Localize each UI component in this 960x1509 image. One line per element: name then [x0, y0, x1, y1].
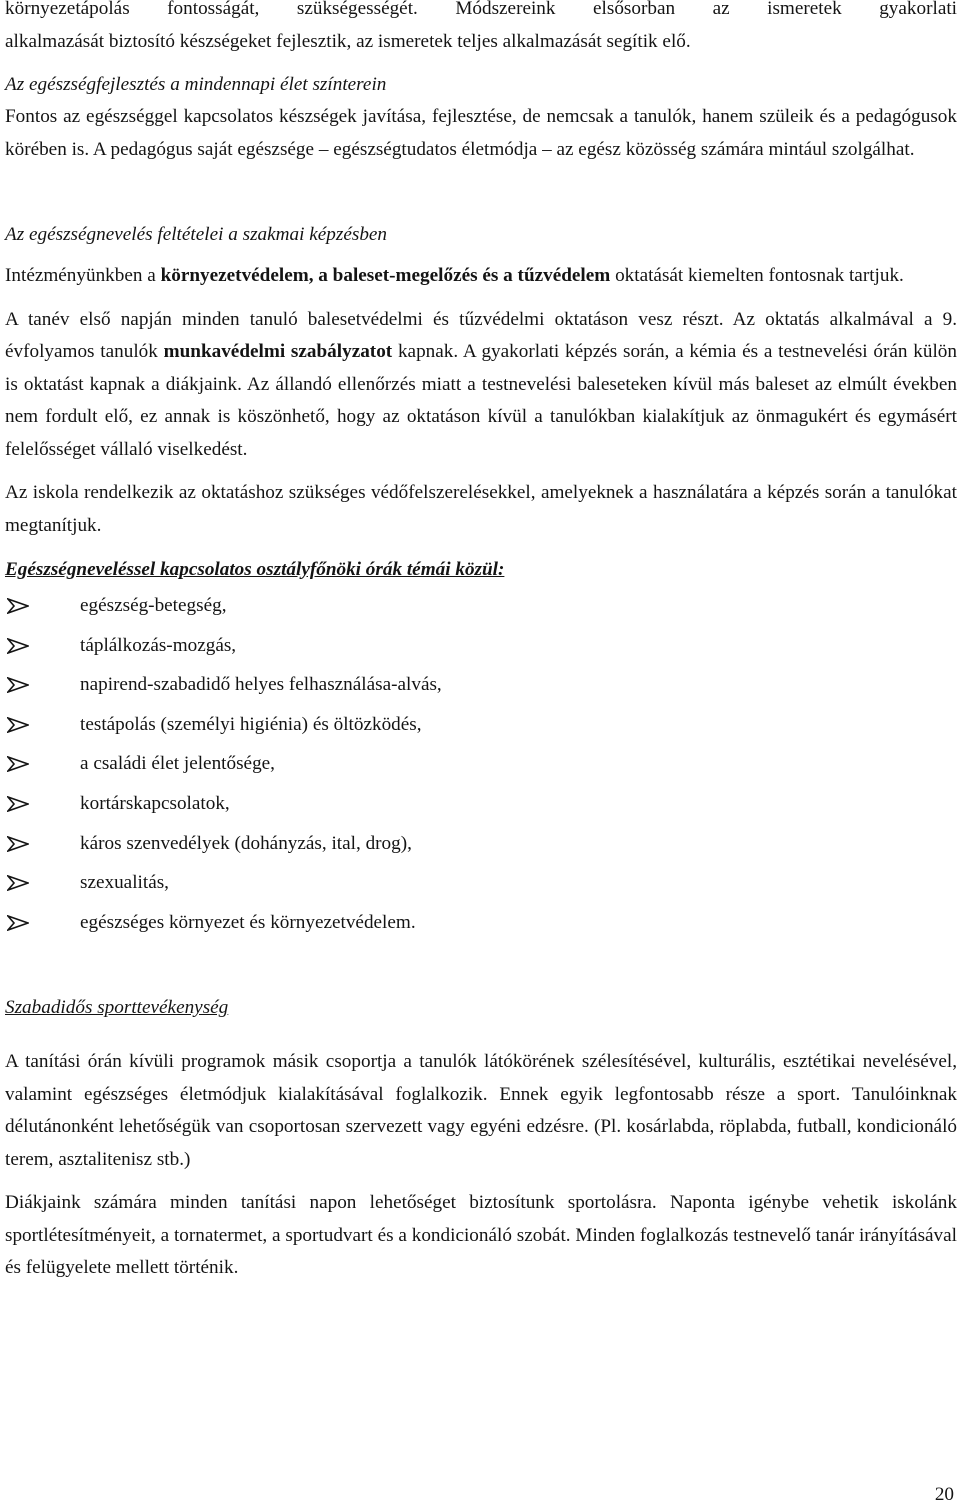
- list-item: [5, 863, 957, 903]
- health-promotion-paragraph: Fontos az egészséggel kapcsolatos készségek javítása, fejlesztése, de nemcsak a tanulók, hanem szüleik és a pedagógusok körében is. A pedagógus saját egészsége – egészségtudatos életmódja – az egész közösség számára mintául szolgálhat.: [5, 106, 957, 160]
- p2-text-after: kapnak. A gyakorlati képzés során, a kémia és a testnevelési órán külön is oktatást kapnak a diákjaink. Az állandó ellenőrzés miatt a testnevelési baleseteken kívül más baleset az elmúlt években nem fordult elő, ez annak is köszönhető, hogy az oktatáson kívül a tanulókban kialakítjuk az önmagukért és egymásért felelősséget vállaló viselkedést.: [5, 341, 957, 460]
- list-item: [5, 784, 957, 824]
- arrow-bullet-icon: [7, 717, 29, 733]
- class-topics-list: [5, 586, 957, 942]
- arrow-bullet-icon: [7, 638, 29, 654]
- intro-line-2: alkalmazását biztosító készségeket fejlesztik, az ismeretek teljes alkalmazását segítik elő.: [5, 30, 691, 52]
- p1-text-after: oktatását kiemelten fontosnak tartjuk.: [610, 265, 904, 286]
- section-heading-health-promotion: Az egészségfejlesztés a mindennapi élet színterein: [5, 74, 387, 95]
- list-item-text: szexualitás,: [80, 872, 169, 894]
- section-heading-class-topics: Egészségneveléssel kapcsolatos osztályfőnöki órák témái közül:: [5, 559, 505, 580]
- list-item: [5, 824, 957, 864]
- list-item-text: kortárskapcsolatok,: [80, 792, 230, 814]
- list-item-text: táplálkozás-mozgás,: [80, 634, 237, 656]
- sports-paragraph-2: Diákjaink számára minden tanítási napon lehetőséget biztosítunk sportolásra. Naponta igénybe vehetik iskolánk sportlétesítményeit, a tornatermet, a sportudvart és a kondicionáló szobát. Minden foglalkozás testnevelő tanár irányításával és felügyelete mellett történik.: [5, 1192, 957, 1279]
- document-page: [5, 0, 957, 1285]
- arrow-bullet-icon: [7, 677, 29, 693]
- list-item: [5, 705, 957, 745]
- vocational-paragraph-2: [5, 304, 957, 467]
- p2-text-before: A tanév első napján minden tanuló balesetvédelmi és tűzvédelmi oktatáson vesz részt. Az oktatás alkalmával a 9. évfolyamos tanulók: [5, 308, 957, 362]
- section-heading-vocational-conditions: Az egészségnevelés feltételei a szakmai képzésben: [5, 224, 388, 245]
- arrow-bullet-icon: [7, 756, 29, 772]
- page-number: 20: [934, 1484, 954, 1505]
- list-item-text: a családi élet jelentősége,: [80, 753, 275, 775]
- arrow-bullet-icon: [7, 598, 29, 614]
- arrow-bullet-icon: [7, 796, 29, 812]
- list-item: [5, 903, 957, 943]
- list-item: [5, 626, 957, 666]
- list-item-text: napirend-szabadidő helyes felhasználása-alvás,: [80, 674, 442, 696]
- intro-line-1: környezetápolás fontosságát, szükségességét. Módszereink elsősorban az ismeretek gyakorlati: [5, 0, 957, 19]
- arrow-bullet-icon: [7, 836, 29, 852]
- vocational-paragraph-1: [5, 260, 957, 293]
- p2-bold-regulation: munkavédelmi szabályzatot: [163, 341, 393, 362]
- list-item-text: káros szenvedélyek (dohányzás, ital, drog),: [80, 832, 412, 854]
- arrow-bullet-icon: [7, 915, 29, 931]
- sports-paragraph-1: A tanítási órán kívüli programok másik csoportja a tanulók látókörének szélesítésével, kulturális, esztétikai nevelésével, valamint egészséges életmódjuk kialakításával foglalkozik. Ennek egyik legfontosabb része a sport. Tanulóinknak délutánonként lehetőségük van csoportosan szervezett vagy egyéni edzésre. (Pl. kosárlabda, röplabda, futball, kondicionáló terem, asztalitenisz stb.): [5, 1051, 957, 1170]
- section-heading-sports: Szabadidős sporttevékenység: [5, 997, 229, 1019]
- list-item-text: testápolás (személyi higiénia) és öltözködés,: [80, 713, 422, 735]
- list-item: [5, 744, 957, 784]
- vocational-paragraph-3: Az iskola rendelkezik az oktatáshoz szükséges védőfelszerelésekkel, amelyeknek a használatára a képzés során a tanulókat megtanítjuk.: [5, 482, 957, 536]
- list-item: [5, 665, 957, 705]
- p1-text-before: Intézményünkben a: [5, 265, 161, 286]
- p1-bold-topics: környezetvédelem, a baleset-megelőzés és a tűzvédelem: [160, 265, 611, 286]
- arrow-bullet-icon: [7, 875, 29, 891]
- list-item-text: egészség-betegség,: [80, 595, 227, 616]
- list-item: [5, 586, 957, 626]
- list-item-text: egészséges környezet és környezetvédelem.: [80, 911, 416, 933]
